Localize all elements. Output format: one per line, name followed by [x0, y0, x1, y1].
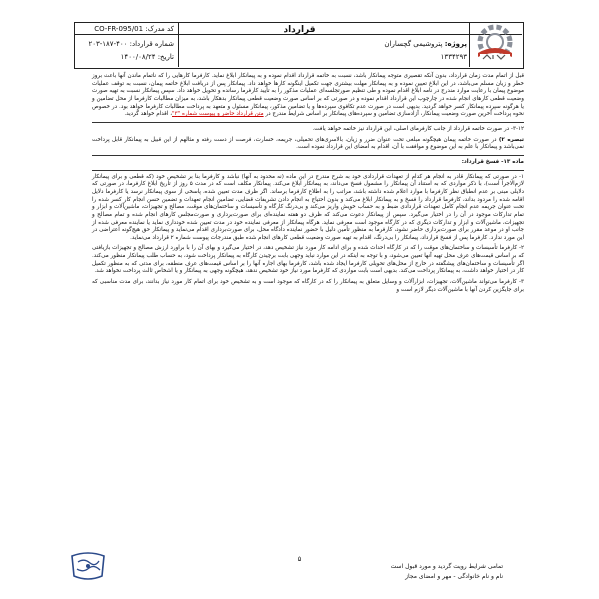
divider	[92, 155, 524, 156]
date-label: تاریخ:	[157, 53, 174, 61]
contract-reference-link: متن قرارداد حاضر و پیوست شماره "۳"	[172, 111, 264, 118]
date-value: ۱۴۰۰/۰۸/۲۴	[120, 53, 156, 61]
clause-1: ۱- در صورتی که پیمانکار قادر به انجام هر کدام از تعهدات قراردادی خود به شرح مندرج در این ماده (نه محدود به آنها) نباشد و کارفرما بنا بر تشخیص خود (که قطعی و برای پیمانکار لازم‌الاجرا است)، با ذکر مواردی که به استناد آن پیمانکار را مشمول فسخ می‌داند، به پیمانکار ابلاغ می‌کند. پیمانکار مکلف است که در مدت ۵ روز از تاریخ ابلاغ کارفرما، در صورتی که دلایلی مبنی بر عدم انطباق نظر کارفرما با موارد اعلام شده داشته باشد، مراتب را به اطلاع کارفرما برساند. اگر ظرف مدت تعیین شده، پاسخی از سوی پیمانکار نرسد یا کارفرما دلایل اقامه شده را مردود بداند، کارفرما قرارداد را فسخ و به پیمانکار ابلاغ می‌کند و بدون احتیاج به انجام دادن تشریفات قضایی، تضامین انجام تعهدات و تضمین حسن انجام کار کسر شده را تحت عنوان جریمه عدم انجام کامل تعهدات قراردادی ضبط و به حساب خویش واریز می‌کند و بی‌درنگ کارگاه و تأسیسات و ساختمان‌های موقت، مصالح و تجهیزات، ماشین‌آلات و ابزار و تمام تدارکات موجود در آن را در اختیار می‌گیرد. سپس از پیمانکار دعوت می‌کند که ظرف دو هفته نماینده‌ای برای صورت‌برداری و صورت‌مجلس کارهای انجام شده و تمام مصالح و تجهیزات، ماشین‌آلات و ابزار و تدارکات دیگری که در کارگاه موجود است معرفی نماید. هرگاه پیمانکار از معرفی نماینده خود در مدت تعیین شده خودداری نماید یا نماینده معرفی شده از جانب او در موعد مقرر برای صورت‌برداری حاضر نشود، کارفرما به منظور تأمین دلیل با حضور نماینده دادگاه محل، برای صورت‌برداری اقدام می‌نماید و پیمانکار حق هیچ‌گونه اعتراضی در این مورد ندارد. کارفرما پس از فسخ قرارداد، پیمانکار را بی‌درنگ، اقدام به تهیه صورت وضعیت قطعی کارهای انجام شده طبق مندرجات پیوست شماره ۲ قرارداد می‌نماید.	[92, 173, 524, 241]
divider	[92, 122, 524, 123]
paragraph	[92, 73, 524, 119]
page-number: ۵	[297, 555, 302, 563]
stamp-icon	[68, 550, 108, 582]
project-label: پروژه:	[444, 40, 467, 48]
project-line	[384, 40, 467, 48]
paragraph-text: ، اقدام خواهد گردید.	[124, 111, 172, 118]
contract-no: ۱۳۳۴۲۹۳	[440, 53, 467, 61]
note-paragraph	[92, 137, 524, 152]
clause-3: ۳- کارفرما می‌تواند ماشین‌آلات، تجهیزات، ابزارآلات و وسایل متعلق به پیمانکار را که در کارگاه که موجود است و به تشخیص خود برای اتمام کار مورد نیاز بدانند، برای مدت مناسبی که برای جایگزین کردن آنها با ماشین‌آلات دیگر لازم است و	[92, 279, 524, 293]
paragraph-text: قبل از اتمام مدت زمان قرارداد، بدون آنکه تقصیری متوجه پیمانکار باشد، نسبت به خاتمه قرارداد اقدام نموده و به پیمانکار ابلاغ نماید. کارفرما کارهایی را که ناتمام ماندن آنها باعث بروز خطر و زیان مسلم می‌باشد، در این ابلاغ تعیین نموده و به پیمانکار مهلت بیشتری جهت تکمیل اینگونه کارها خواهد داد. پیمانکار پس از دریافت ابلاغ خاتمه پیمان، نسبت به توقف عملیات موضوع پیمان با رعایت موارد مندرج در نامه ابلاغ اقدام نموده و طی تنظیم صورتجلسه‌ای عملیات مذکور را به تأیید کارفرما رسانده و تحویل خواهد داد. سپس پیمانکار نسبت به تهیه صورت وضعیت قطعی کارهای انجام شده در چارچوب این قرارداد اقدام نموده و در صورتی که بر اساس صورت وضعیت قطعی پیمانکار بدهکار باشد، به میزان مطالبات کارفرما از محل تضامین و یا هرگونه سپرده پیمانکار کسر خواهد گردید. بدیهی است در صورت عدم تکافوی سپرده‌ها و یا تضامین مذکور، پیمانکار مسئول و متعهد به پرداخت مطالبات کارفرما خواهد بود. در خصوص نحوه پرداخت آخرین صورت وضعیت پیمانکار، آزادسازی تضامین و سپرده‌های پیمانکار بر اساس شرایط مندرج در	[92, 73, 524, 118]
company-logo-icon	[470, 23, 520, 65]
acceptance-line: تمامی شرایط رویت گردید و مورد قبول است	[390, 563, 503, 570]
contract-number-label: شماره قرارداد:	[129, 40, 174, 48]
signature-line: نام و نام خانوادگی - مهر و امضای مجاز	[405, 573, 503, 580]
note-label: تبصره ۲)	[498, 136, 524, 143]
contract-number-line	[88, 40, 174, 48]
doc-code-label: کد مدرک:	[145, 25, 174, 33]
page-title: قرارداد	[283, 25, 316, 35]
note-text: در صورت خاتمه پیمان هیچگونه مبلغی تحت عنوان ضرر و زیان، بالاسری‌های تحمیلی، جریمه، خسارت، فرصت از دست رفته و مثالهم از این قبیل به پیمانکار قابل پرداخت نمی‌باشد و پیمانکار با علم به این موضوع و موافقت با آن، اقدام به امضای این قرارداد نموده است.	[92, 136, 524, 151]
paragraph: ۳-۱۲- در صورت خاتمه قرارداد از جانب کارفرمای اصلی، این قرارداد نیز خاتمه خواهد یافت.	[312, 125, 524, 132]
clause-2: ۲- کارفرما تأسیسات و ساختمان‌های موقت را که در کارگاه احداث شده و برای ادامه کار مورد نیاز تشخیص دهد، در اختیار می‌گیرد و بهای آن را با براورد ارزش مصالح و تجهیزات بازیافتی که بر اساس قیمت‌های عرف محل تهیه آنها تعیین می‌شود، و با توجه به اینکه در این موارد نباید وجهی بابت برچیدن کارگاه به پیمانکار پرداخت شود، به حساب طلب پیمانکار منظور می‌کند. اگر تأسیسات و ساختمان‌های پیشگفته در خارج از محل‌های تحویلی کارفرما ایجاد شده باشد، کارفرما بهای اجاره آنها را بر اساس قیمت‌های عرف منطقه، برای مدتی که به منظور تکمیل کار در اختیار خواهد داشت، به پیمانکار پرداخت می‌کند. بدیهی است بابت مواردی که کارفرما مورد نیاز خود تشخیص ندهد، هیچگونه وجهی به پیمانکار و یا اشخاص ثالث پرداخت نخواهد شد.	[92, 245, 524, 275]
section-heading: ماده ۱۳- فسخ قرارداد:	[461, 158, 524, 165]
doc-code: CO-FR-095/01	[94, 25, 144, 33]
doc-code-line	[94, 25, 174, 33]
contract-number: ۴۰۰-۱۸۷-۲۰۳	[88, 40, 128, 48]
date-line	[121, 53, 174, 61]
project-name: پتروشیمی گچساران	[384, 40, 443, 48]
contract-body	[92, 73, 524, 297]
divider	[92, 170, 524, 171]
